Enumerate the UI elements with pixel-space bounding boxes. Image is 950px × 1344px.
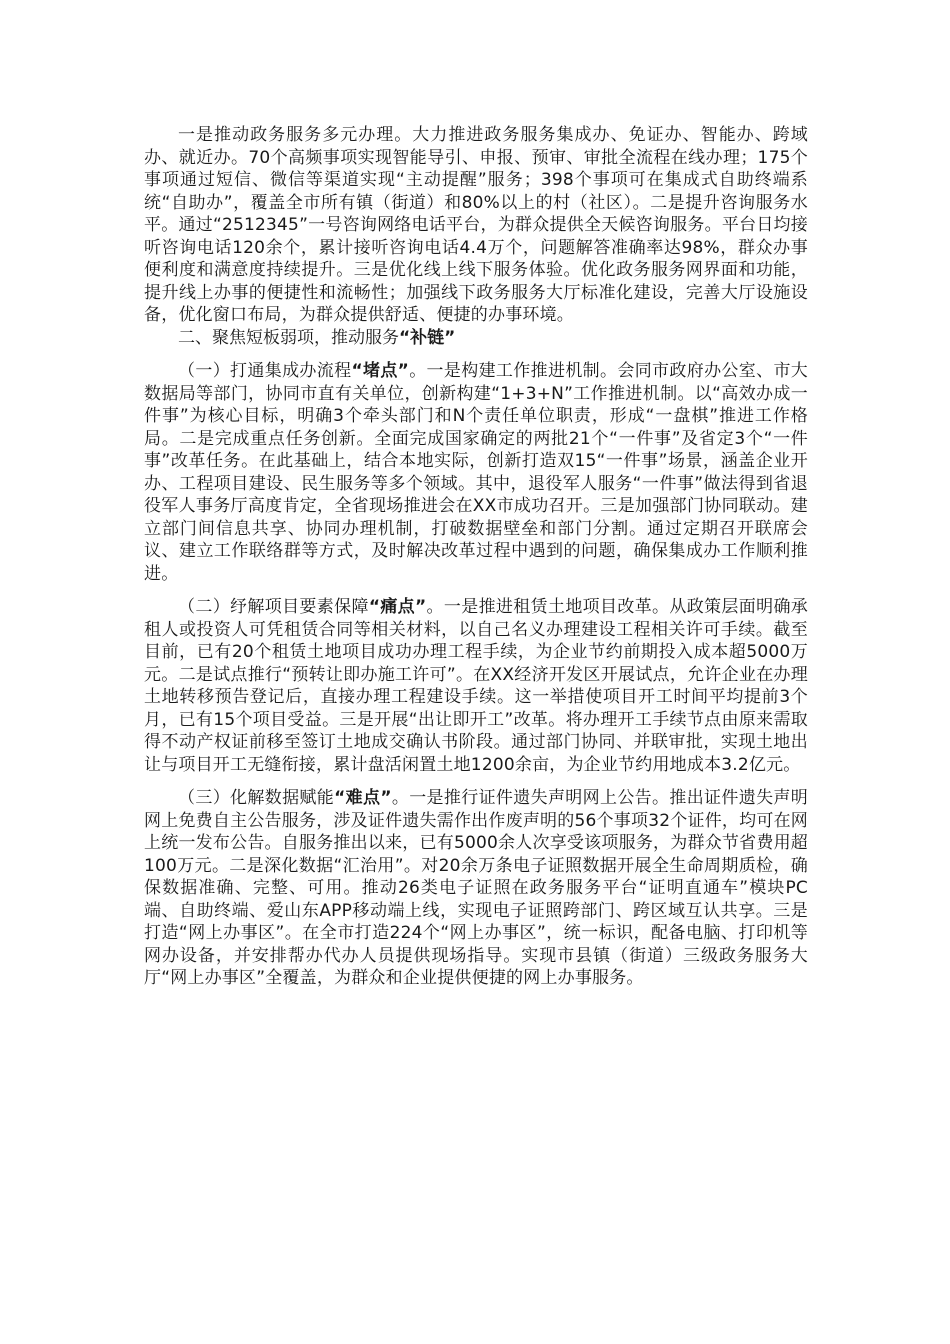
section-heading-2-text: 二、聚焦短板弱项，推动服务 [178,327,399,348]
section-heading-2 [144,327,808,350]
paragraph-data-empowerment [144,787,808,990]
paragraph-integrated-process [144,360,808,585]
subheading-3-term: “难点” [334,788,392,808]
paragraph-service-diversification: 一是推动政务服务多元办理。大力推进政务服务集成办、免证办、智能办、跨域办、就近办。70个高频事项实现智能导引、申报、预审、审批全流程在线办理；175个事项通过短信、微信等渠道实现“主动提醒”服务；398个事项可在集成式自助终端系统“自助办”，覆盖全市所有镇（街道）和80%以上的村（社区）。二是提升咨询服务水平。通过“2512345”一号咨询网络电话平台，为群众提供全天候咨询服务。平台日均接听咨询电话120余个，累计接听咨询电话4.4万个，问题解答准确率达98%，群众办事便利度和满意度持续提升。三是优化线上线下服务体验。优化政务服务网界面和功能，提升线上办事的便捷性和流畅性；加强线下政务服务大厅标准化建设，完善大厅设施设备，优化窗口布局，为群众提供舒适、便捷的办事环境。 [144,125,808,325]
subheading-3: （三）化解数据赋能 [178,788,335,808]
document-page [144,124,808,990]
subheading-1-body: 。一是构建工作推进机制。会同市政府办公室、市大数据局等部门，协同市直有关单位，创新构建“1+3+N”工作推进机制。以“高效办成一件事”为核心目标，明确3个牵头部门和N个责任单位职责，形成“一盘棋”推进工作格局。二是完成重点任务创新。全面完成国家确定的两批21个“一件事”及省定3个“一件事”改革任务。在此基础上，结合本地实际，创新打造双15“一件事”场景，涵盖企业开办、工程项目建设、民生服务等多个领域。其中，退役军人服务“一件事”做法得到省退役军人事务厅高度肯定，全省现场推进会在XX市成功召开。三是加强部门协同联动。建立部门间信息共享、协同办理机制，打破数据壁垒和部门分割。通过定期召开联席会议、建立工作联络群等方式，及时解决改革过程中遇到的问题，确保集成办工作顺利推进。 [144,361,809,584]
section-heading-2-term: “补链” [399,327,456,348]
subheading-1: （一）打通集成办流程 [178,361,352,381]
subheading-2-term: “痛点” [368,597,427,617]
subheading-1-term: “堵点” [351,361,410,381]
paragraph-project-factors [144,596,808,776]
subheading-3-body: 。一是推行证件遗失声明网上公告。推出证件遗失声明网上免费自主公告服务，涉及证件遗失需作出作废声明的56个事项32个证件，均可在网上统一发布公告。自服务推出以来，已有5000余人次享受该项服务，为群众节省费用超100万元。二是深化数据“汇治用”。对20余万条电子证照数据开展全生命周期质检，确保数据准确、完整、可用。推动26类电子证照在政务服务平台“证明直通车”模块PC端、自助终端、爱山东APP移动端上线，实现电子证照跨部门、跨区域互认共享。三是打造“网上办事区”。在全市打造224个“网上办事区”，统一标识，配备电脑、打印机等网办设备，并安排帮办代办人员提供现场指导。实现市县镇（街道）三级政务服务大厅“网上办事区”全覆盖，为群众和企业提供便捷的网上办事服务。 [144,788,808,988]
subheading-2-body: 。一是推进租赁土地项目改革。从政策层面明确承租人或投资人可凭租赁合同等相关材料，以自己名义办理建设工程相关许可手续。截至目前，已有20个租赁土地项目成功办理工程手续，为企业节约前期投入成本超5000万元。二是试点推行“预转让即办施工许可”。在XX经济开发区开展试点，允许企业在办理土地转移预告登记后，直接办理工程建设手续。这一举措使项目开工时间平均提前3个月，已有15个项目受益。三是开展“出让即开工”改革。将办理开工手续节点由原来需取得不动产权证前移至签订土地成交确认书阶段。通过部门协同、并联审批，实现土地出让与项目开工无缝衔接，累计盘活闲置土地1200余亩，为企业节约用地成本3.2亿元。 [144,597,809,775]
subheading-2: （二）纾解项目要素保障 [178,597,369,617]
